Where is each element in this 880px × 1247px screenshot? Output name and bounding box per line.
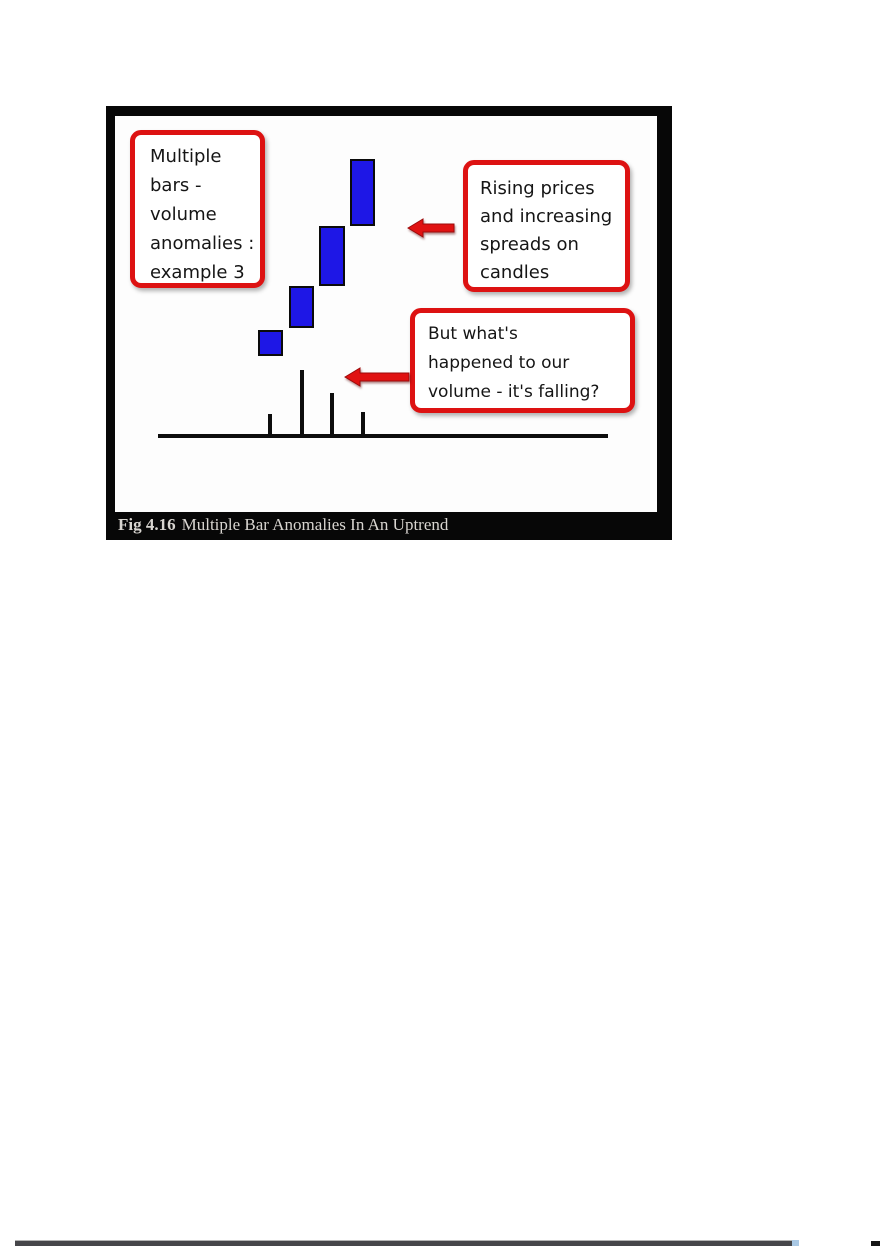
callout-text-line: Multiple — [150, 146, 222, 167]
page-edge-bar-tip — [792, 1240, 799, 1246]
figure-caption — [115, 512, 657, 540]
volume-bar — [268, 414, 272, 438]
volume-bar — [330, 393, 334, 438]
callout-text-line: spreads on — [480, 234, 579, 255]
callout-text-line: candles — [480, 262, 550, 283]
candlestick-body — [258, 330, 283, 356]
page-edge-bar — [15, 1240, 792, 1246]
callout-falling-volume — [410, 308, 635, 413]
figure-title: Multiple Bar Anomalies In An Uptrend — [181, 515, 449, 534]
callout-text-line: happened to our — [428, 353, 570, 373]
callout-text-line: Rising prices — [480, 178, 595, 199]
figure-canvas — [115, 116, 657, 512]
volume-bar — [361, 412, 365, 438]
callout-text-line: and increasing — [480, 206, 613, 227]
callout-text-line: But what's — [428, 324, 518, 344]
page-edge-marker — [871, 1241, 880, 1246]
callout-text-line: bars - — [150, 175, 202, 196]
candlestick-body — [350, 159, 375, 226]
callout-volume-anomalies — [130, 130, 265, 288]
callout-rising-prices — [463, 160, 630, 292]
candlestick-body — [319, 226, 345, 286]
callout-text-line: volume — [150, 204, 217, 225]
arrow-left-icon — [406, 217, 456, 243]
figure-number: Fig 4.16 — [118, 515, 176, 534]
callout-text-line: anomalies : — [150, 233, 255, 254]
candlestick-body — [289, 286, 314, 328]
volume-baseline — [158, 434, 608, 438]
arrow-left-icon — [343, 366, 411, 392]
callout-text-line: volume - it's falling? — [428, 382, 600, 402]
callout-text-line: example 3 — [150, 262, 245, 283]
figure-frame — [106, 106, 672, 540]
volume-bar — [300, 370, 304, 438]
